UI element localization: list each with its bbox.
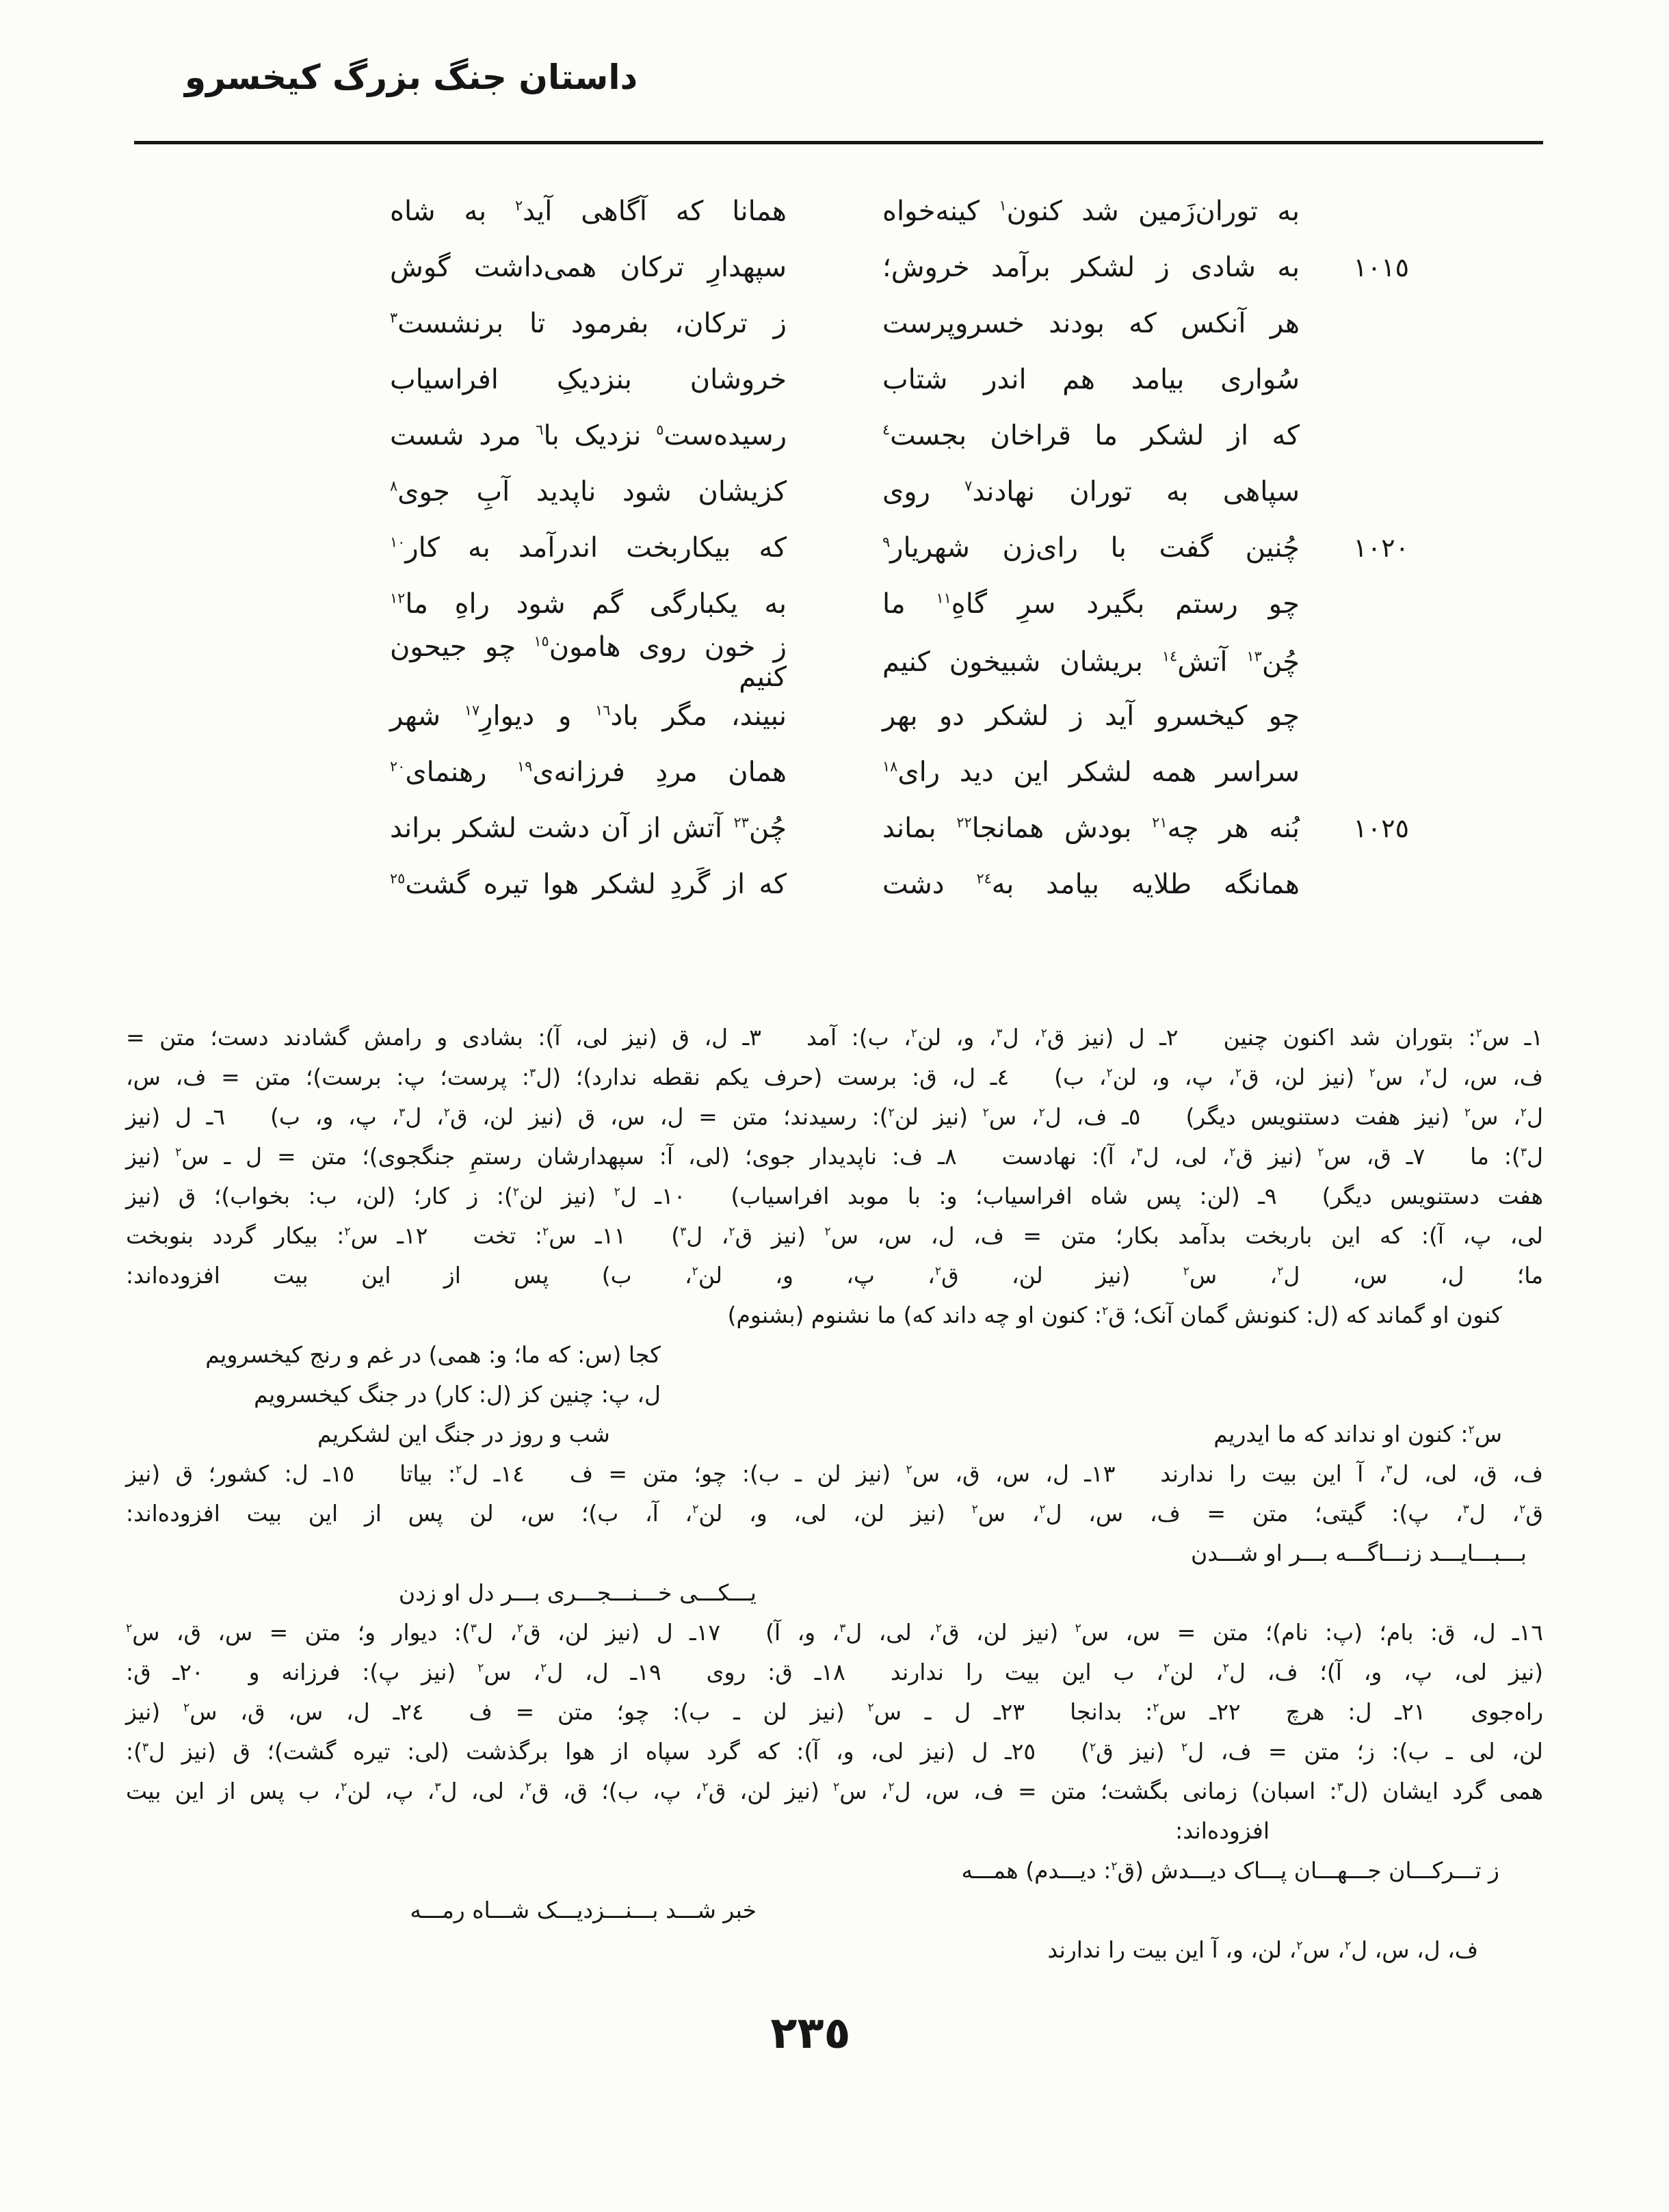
apparatus-line: راه‌جوی ٢١ـ ل: هرچ ٢٢ـ س$^٢$: بدانجا ٢٣ـ ل ـ س$^٢$ (نیز لن ـ ب): چو؛ متن = ف ٢٤ـ ل، س، ق، س$^٢$ (نیز xyxy=(126,1698,1543,1725)
hemistich-left: ز ترکان، بفرمود تا برنشست$^٣$ xyxy=(390,308,787,339)
verse-quote: خبر شـــد بـــنـــزدیـــک شـــاه رمـــه xyxy=(410,1897,757,1923)
apparatus-line: ما؛ ل، س، ل$^٢$، س$^٢$ (نیز لن، ق$^٢$، پ، و، لن$^٢$، ب) پس از این بیت افزوده‌اند: xyxy=(126,1262,1543,1289)
hemistich-left: چُن$^{٢٣}$ آتش از آن دشت لشکر براند xyxy=(390,813,787,844)
hemistich-right: چو رستم بگیرد سرِ گاهِ$^{١١}$ ما xyxy=(882,588,1300,620)
hemistich-right: که از لشکر ما قراخان بجست$^٤$ xyxy=(882,420,1300,451)
verse-line xyxy=(0,520,1409,576)
apparatus-line: (نیز لی، پ، و، آ)؛ ف، ل$^٢$، لن$^٢$، ب این بیت را ندارند ١٨ـ ق: روی ١٩ـ ل، ل$^٢$، س$^٢$ (نیز پ): فرزانه و ٢٠ـ ق: xyxy=(126,1659,1543,1685)
hemistich-right: چُنین گفت با رای‌زن شهریار$^٩$ xyxy=(882,532,1300,564)
verse-line xyxy=(0,464,1409,520)
apparatus-line: ف، س، ل$^٢$، س$^٢$ (نیز لن، ق$^٢$، پ، و، لن$^٢$، ب) ٤ـ ل، ق: برست (حرف یکم نقطه ندارد)؛ (ل$^٣$: پرست؛ پ: برست)؛ متن = ف، س، xyxy=(126,1064,1543,1090)
hemistich-right: چُن$^{١٣}$ آتش$^{١٤}$ بریشان شبیخون کنیم xyxy=(882,646,1300,678)
verse-line xyxy=(0,295,1409,352)
header-rule xyxy=(134,141,1543,144)
verse-line xyxy=(0,631,1409,693)
apparatus-line: ل$^٣$): ما ٧ـ ق، س$^٢$ (نیز ق$^٢$، لی، ل$^٣$، آ): نهادست ٨ـ ف: ناپدیدار جوی؛ (لی، آ: سپهدارشان رستمِ جنگجوی)؛ متن = ل ـ س$^٢$ (نیز xyxy=(126,1143,1544,1170)
verse-number: ١٠٢٠ xyxy=(1353,533,1409,563)
hemistich-left: به یکبارگی گم شود راهِ ما$^{١٢}$ xyxy=(390,588,787,620)
verse-quote: یـــکـــی خـــنـــجـــری بـــر دل او زدن xyxy=(398,1579,757,1606)
apparatus-line: ف، ل، س، ل$^٢$، س$^٢$، لن، و، آ این بیت را ندارند xyxy=(1047,1936,1478,1963)
hemistich-left: ز خون روی هامون$^{١٥}$ چو جیحون کنیم xyxy=(390,631,787,693)
hemistich-right: هر آنکس که بودند خسروپرست xyxy=(882,308,1300,339)
hemistich-right: سراسر همه لشکر این دید رای$^{١٨}$ xyxy=(882,756,1300,788)
verse-number: ١٠٢٥ xyxy=(1353,813,1409,843)
verse-quote: کجا (س: که ما؛ و: همی) در غم و رنج کیخسرویم xyxy=(205,1341,661,1368)
hemistich-right: چو کیخسرو آید ز لشکر دو بهر xyxy=(882,700,1300,732)
apparatus-line: ف، ق، لی، ل$^٣$، آ این بیت را ندارند ١٣ـ ل، س، ق، س$^٢$ (نیز لن ـ ب): چو؛ متن = ف ١٤ـ ل$^٢$: بیاتا ١٥ـ ل: کشور؛ ق (نیز xyxy=(126,1460,1543,1487)
running-title: داستان جنگ بزرگ کیخسرو xyxy=(185,57,638,97)
quote-hemistich-left: شب و روز در جنگ این لشکریم xyxy=(317,1421,610,1447)
verse-quote-pair xyxy=(126,1414,1543,1454)
verse-quote: ل، پ: چنین کز (ل: کار) در جنگ کیخسرویم xyxy=(254,1381,661,1408)
hemistich-left: خروشان بنزدیکِ افراسیاب xyxy=(390,364,787,395)
apparatus-line: ١ـ س$^٢$: بتوران شد اکنون چنین ٢ـ ل (نیز ق$^٢$، ل$^٣$، و، لن$^٢$، ب): آمد ٣ـ ل، ق (نیز لی، آ): بشادی و رامش گشادند دست؛ متن = xyxy=(126,1024,1543,1051)
apparatus-line: همی گرد ایشان (ل$^٣$: اسبان) زمانی بگشت؛ متن = ف، س، ل$^٢$، س$^٢$ (نیز لن، ق$^٢$، پ، ب)؛ ق، ق$^٢$، لی، ل$^٣$، پ، لن$^٢$، ب پس از این بیت xyxy=(126,1778,1543,1804)
hemistich-left: سپهدارِ ترکان همی‌داشت گوش xyxy=(390,252,787,283)
hemistich-left: کزیشان شود ناپدید آبِ جوی$^٨$ xyxy=(390,476,787,508)
page-number: ٢٣٥ xyxy=(770,2008,851,2059)
apparatus-line: افزوده‌اند: xyxy=(1175,1817,1270,1844)
hemistich-right: همانگه طلایه بیامد به$^{٢٤}$ دشت xyxy=(882,869,1300,900)
verse-line xyxy=(0,688,1409,744)
apparatus xyxy=(126,1018,1543,1970)
verse-quote: ز تـــرکـــان جـــهـــان پـــاک دیـــدش (ق$^٢$: دیـــدم) همـــه xyxy=(961,1857,1499,1884)
apparatus-line: ل$^٢$، س$^٢$ (نیز هفت دستنویس دیگر) ٥ـ ف، ل$^٢$، س$^٢$ (نیز لن$^٢$): رسیدند؛ متن = ل، س، ق (نیز لن، ق$^٢$، ل$^٣$، پ، و، ب) ٦ـ ل (نیز xyxy=(126,1103,1543,1130)
apparatus-line: هفت دستنویس دیگر) ٩ـ (لن: پس شاه افراسیاب؛ و: با موبد افراسیاب) ١٠ـ ل$^٢$ (نیز لن$^٢$): ز کار؛ (لن، ب: بخواب)؛ ق (نیز xyxy=(126,1183,1544,1209)
verse-line xyxy=(0,576,1409,632)
hemistich-right: به شادی ز لشکر برآمد خروش؛ xyxy=(882,252,1300,283)
verse-quote: کنون او گماند که (ل: کنونش گمان آنک؛ ق$^٢$: کنون او چه داند که) ما نشنوم (بشنوم) xyxy=(727,1302,1502,1328)
hemistich-left: همانا که آگاهی آید$^٢$ به شاه xyxy=(390,196,787,227)
hemistich-left: نبیند، مگر باد$^{١٦}$ و دیوارِ$^{١٧}$ شهر xyxy=(390,700,787,732)
hemistich-left: که از گَردِ لشکر هوا تیره گشت$^{٢٥}$ xyxy=(390,869,787,900)
verse-line xyxy=(0,744,1409,800)
verse-line xyxy=(0,352,1409,408)
verse-line xyxy=(0,239,1409,295)
verse-line xyxy=(0,183,1409,239)
hemistich-left: رسیده‌ست$^٥$ نزدیک با$^٦$ مرد شست xyxy=(390,420,787,451)
apparatus-line: لن، لی ـ ب): ز؛ متن = ف، ل$^٢$ (نیز ق$^٢$) ٢٥ـ ل (نیز لی، و، آ): که گرد سپاه از هوا برگذشت (لی: تیره گشت)؛ ق (نیز ل$^٣$): xyxy=(126,1738,1543,1765)
hemistich-left: که بیکاربخت اندرآمد به کار$^{١٠}$ xyxy=(390,532,787,564)
hemistich-right: بُنه هر چه$^{٢١}$ بودش همانجا$^{٢٢}$ بماند xyxy=(882,813,1300,844)
hemistich-right: سپاهی به توران نهادند$^٧$ روی xyxy=(882,476,1300,508)
verse-line xyxy=(0,856,1409,912)
apparatus-line: ١٦ـ ل، ق: بام؛ (پ: نام)؛ متن = س، س$^٢$ (نیز لن، ق$^٢$، لی، ل$^٣$، و، آ) ١٧ـ ل (نیز لن، ق$^٢$، ل$^٣$): دیوار و؛ متن = س، ق، س$^٢$ xyxy=(126,1619,1543,1646)
poem xyxy=(0,183,1669,912)
verse-line xyxy=(0,408,1409,464)
hemistich-left: همان مردِ فرزانه‌ی$^{١٩}$ رهنمای$^{٢٠}$ xyxy=(390,756,787,788)
hemistich-right: به توران‌زَمین شد کنون$^١$ کینه‌خواه xyxy=(882,196,1300,227)
hemistich-right: سُواری بیامد هم اندر شتاب xyxy=(882,364,1300,395)
quote-hemistich-right: س$^٢$: کنون او نداند که ما ایدریم xyxy=(1213,1421,1502,1447)
verse-quote: بـــبـــایـــد زنـــاگـــه بـــر او شـــدن xyxy=(1191,1540,1527,1566)
verse-number: ١٠١٥ xyxy=(1353,252,1409,282)
apparatus-line: لی، پ، آ): که این باربخت بدآمد بکار؛ متن = ف، ل، س، س$^٢$ (نیز ق$^٢$، ل$^٣$) ١١ـ س$^٢$: تخت ١٢ـ س$^٢$: بیکار گردد بنوبخت xyxy=(126,1222,1543,1249)
apparatus-line: ق$^٢$، ل$^٣$، پ): گیتی؛ متن = ف، س، ل$^٢$، س$^٢$ (نیز لن، لی، و، لن$^٢$، آ، ب)؛ س، لن پس از این بیت افزوده‌اند: xyxy=(126,1500,1543,1527)
verse-line xyxy=(0,800,1409,856)
